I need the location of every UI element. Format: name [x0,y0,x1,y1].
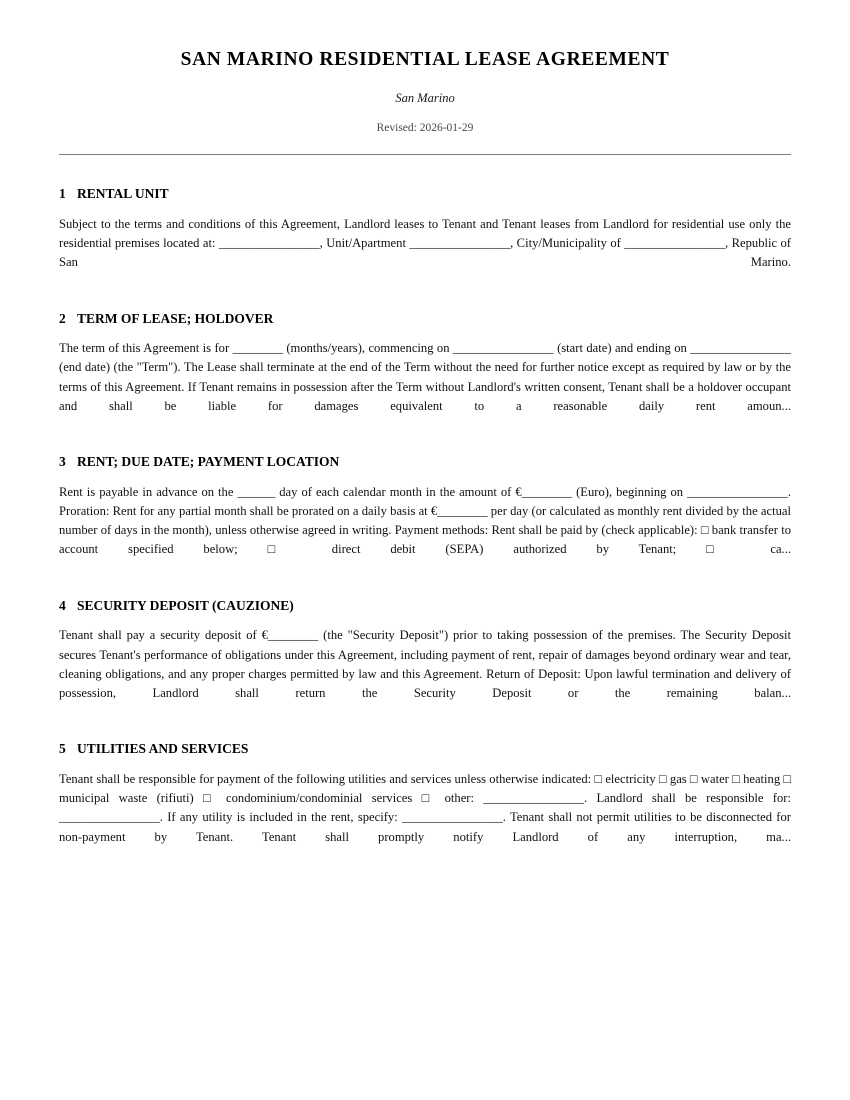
section-utilities-services [59,722,791,866]
section-heading [59,453,791,471]
section-rent-due-date [59,435,791,579]
revised-date: Revised: 2026-01-29 [376,122,474,135]
section-title: UTILITIES AND SERVICES [77,741,249,757]
page-title: SAN MARINO RESIDENTIAL LEASE AGREEMENT [180,49,670,70]
section-security-deposit [59,579,791,723]
section-number: 4 [59,597,66,613]
section-heading [59,597,791,615]
section-term-of-lease [59,292,791,436]
section-title: TERM OF LEASE; HOLDOVER [77,310,274,326]
jurisdiction-subtitle: San Marino [395,91,455,106]
section-heading [59,740,791,758]
section-number: 1 [59,186,66,202]
sections-container [59,155,791,866]
section-body: Tenant shall be responsible for payment of the following utilities and services unless otherwise indicated: □ electricity □ gas □ water □ heating □ municipal waste (rifiuti) □ condominium/condominial services □ other: ________________. Landlord shall be responsible for: ________________. If any utility is included in the rent, specify: ________________. Tenant shall not permit utilities to be disconnected for non-payment by Tenant. Tenant shall promptly notify Landlord of any interruption, ma... [59,771,791,844]
section-body: Subject to the terms and conditions of this Agreement, Landlord leases to Tenant and Tenant leases from Landlord for residential use only the residential premises located at: ________________, Unit/Apartment ________________, City/Municipality of ________________, Republic of San Marino. [59,216,791,270]
section-title: RENT; DUE DATE; PAYMENT LOCATION [77,454,340,470]
section-number: 5 [59,741,66,757]
section-title: SECURITY DEPOSIT (CAUZIONE) [77,597,294,613]
section-body: Rent is payable in advance on the ______ day of each calendar month in the amount of €________ (Euro), beginning on ________________. Proration: Rent for any partial month shall be prorated on a daily basis at €________ per day (or calculated as monthly rent divided by the actual number of days in the month), unless otherwise agreed in writing. Payment methods: Rent shall be paid by (check applicable): □ bank transfer to account specified below; □ direct debit (SEPA) authorized by Tenant; □ ca... [59,484,791,557]
section-rental-unit [59,167,791,291]
section-number: 2 [59,310,66,326]
section-title: RENTAL UNIT [77,186,169,202]
section-number: 3 [59,454,66,470]
document-header [59,0,791,155]
section-heading [59,310,791,328]
section-body: Tenant shall pay a security deposit of €________ (the "Security Deposit") prior to taking possession of the premises. The Security Deposit secures Tenant's performance of obligations under this Agreement, including payment of rent, repair of damages beyond ordinary wear and tear, cleaning obligations, and any proper charges permitted by law and this Agreement. Return of Deposit: Upon lawful termination and delivery of possession, Landlord shall return the Security Deposit or the remaining balan... [59,628,791,701]
section-heading [59,185,791,203]
section-body: The term of this Agreement is for ________ (months/years), commencing on ________________ (start date) and ending on ________________ (end date) (the "Term"). The Lease shall terminate at the end of the Term without the need for further notice except as required by law or by the terms of this Agreement. If Tenant remains in possession after the Term without Landlord's written consent, Tenant shall be a holdover occupant and shall be liable for damages equivalent to a reasonable daily rent amoun... [59,341,791,413]
